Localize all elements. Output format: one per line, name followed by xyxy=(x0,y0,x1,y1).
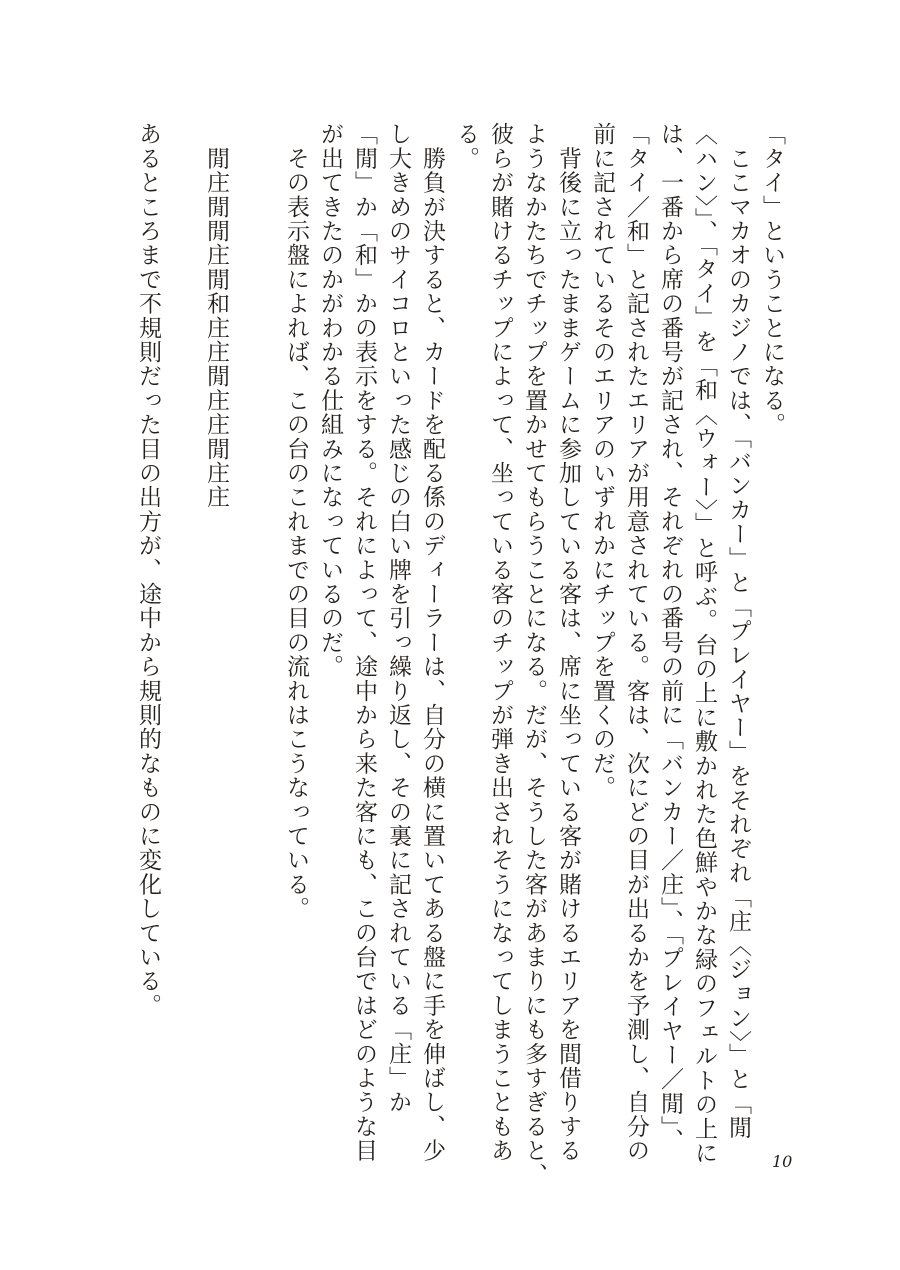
text-line-8: ようなかたちでチップを置かせてもらうことになる。だが、そうした客があまりにも多すぎると、 xyxy=(521,122,547,1187)
result-sequence: 閒庄閒閒庄閒和庄庄閒庄庄閒庄庄 xyxy=(203,122,229,510)
text-line-4: は、一番から席の番号が記され、それぞれの番号の前に「バンカー／庄」、「プレイヤー／閒」、 xyxy=(657,122,683,1153)
text-line-14: が出てきたのかがわかる仕組みになっているのだ。 xyxy=(317,122,343,679)
text-line-1: 「タイ」ということになる。 xyxy=(759,122,785,437)
text-line-6: 前に記されているそのエリアのいずれかにチップを置くのだ。 xyxy=(589,122,615,800)
text-line-12: し大きめのサイコロといった感じの白い牌を引っ繰り返し、その裏に記されている「庄」か xyxy=(385,122,411,1115)
text-line-5: 「タイ／和」と記されたエリアが用意されている。客は、次にどの目が出るかを予測し、自分の xyxy=(623,122,649,1163)
text-line-3: 〈ハン〉」、「タイ」を「和〈ウォー〉」と呼ぶ。台の上に敷かれた色鮮やかな緑のフェルトの上に xyxy=(691,122,717,1165)
text-line-11: 勝負が決すると、カードを配る係のディーラーは、自分の横に置いてある盤に手を伸ばし、少 xyxy=(419,122,445,1163)
text-line-9: 彼らが賭けるチップによって、坐っている客のチップが弾き出されそうになってしまうこともあ xyxy=(487,122,513,1163)
text-line-19: あるところまで不規則だった目の出方が、途中から規則的なものに変化している。 xyxy=(135,122,161,1018)
text-line-13: 「閒」か「和」かの表示をする。それによって、途中から来た客にも、この台ではどのような目 xyxy=(351,122,377,1163)
text-line-2: ここマカオのカジノでは、「バンカー」と「プレイヤー」をそれぞれ「庄〈ジョン〉」と「閒 xyxy=(725,122,751,1140)
text-line-15: その表示盤によれば、この台のこれまでの目の流れはこうなっている。 xyxy=(283,122,309,921)
page-number: 10 xyxy=(772,1152,793,1171)
text-line-10: る。 xyxy=(453,122,479,171)
text-line-7: 背後に立ったままゲームに参加している客は、席に坐っている客が賭けるエリアを間借りする xyxy=(555,122,581,1163)
